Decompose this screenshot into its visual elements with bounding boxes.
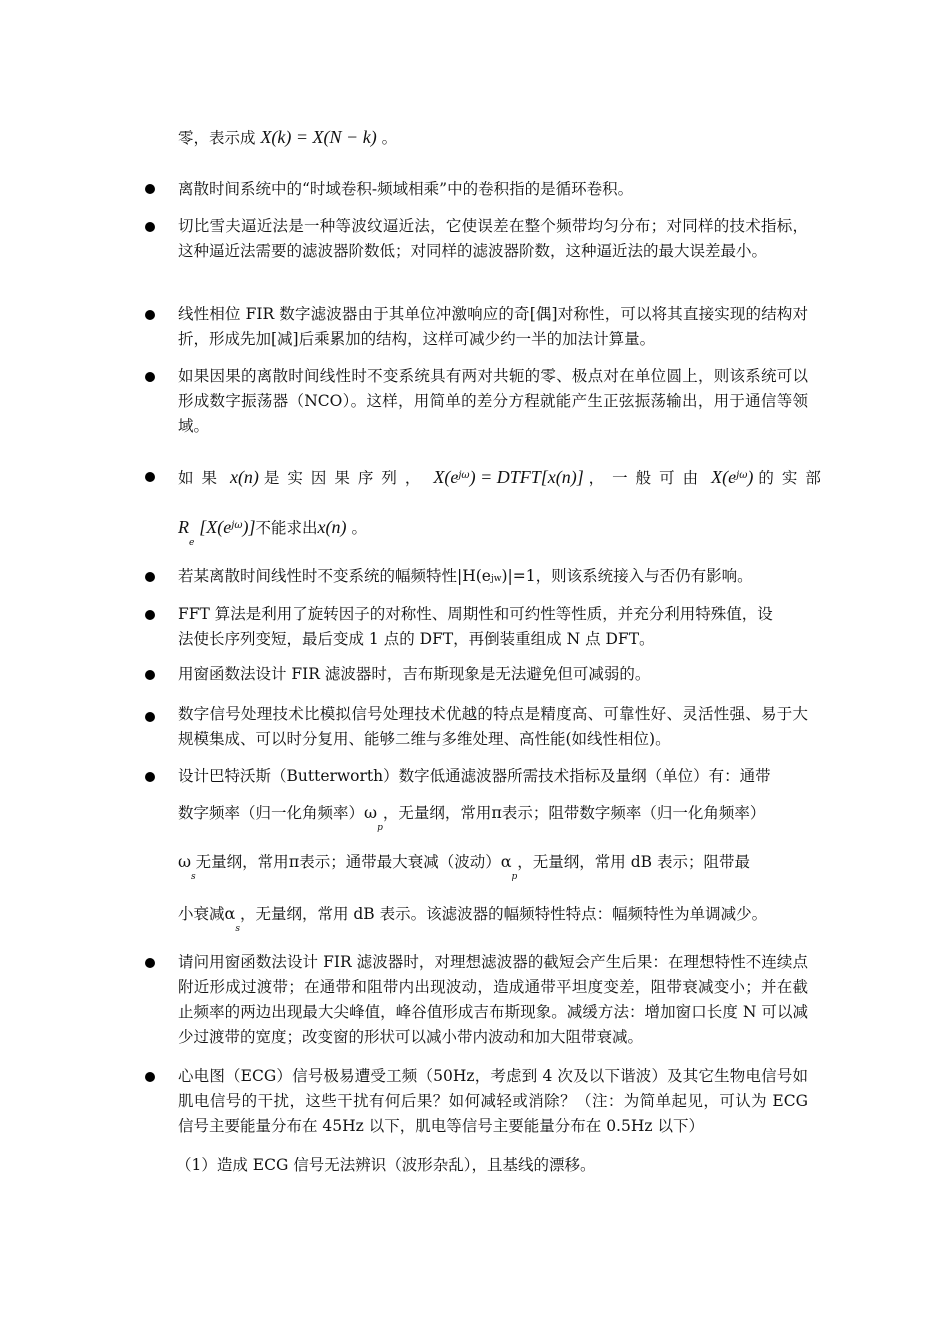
bullet-10-line-1: 设计巴特沃斯（Butterworth）数字低通滤波器所需技术指标及量纲（单位）有：通带 (178, 767, 771, 785)
bullet-3-text: 线性相位 FIR 数字滤波器由于其单位冲激响应的奇[偶]对称性，可以将其直接实现的结构对折，形成先加[减]后乘累加的结构，这样可减少约一半的加法计算量。 (178, 305, 808, 348)
b6-text: 若某离散时间线性时不变系统的幅频特性|H(e (178, 567, 491, 585)
b10-l3a: 无量纲，常用 (195, 853, 289, 871)
bullet-dot (145, 712, 155, 722)
bullet-10-line-4 (178, 901, 810, 934)
b5-re-close: )] (242, 517, 256, 537)
b5-text-4: 的实部 (758, 469, 829, 487)
b10-pi-2: π (288, 852, 300, 871)
b10-alpha-p-sub: p (511, 872, 518, 882)
bullet-dot (145, 372, 155, 382)
b5-text-5: 不能求出 (255, 519, 318, 537)
b5-text-3: ，一般可由 (588, 469, 707, 487)
b10-omega-p: ω (364, 803, 378, 822)
bullet-9-text: 数字信号处理技术比模拟信号处理技术优越的特点是精度高、可靠性好、灵活性强、易于大规模集成、可以时分复用、能够二维与多维处理、高性能(如线性相位)。 (178, 705, 808, 748)
b5-re-sup: jω (231, 520, 243, 531)
b10-s-sub: s (191, 872, 196, 882)
b5-xn2: x(n) (317, 517, 347, 537)
bullet-dot (145, 572, 155, 582)
bullet-1-text: 离散时间系统中的“时域卷积-频域相乘”中的卷积指的是循环卷积。 (178, 180, 634, 198)
bullet-4-text: 如果因果的离散时间线性时不变系统具有两对共轭的零、极点对在单位圆上，则该系统可以形成数字振荡器（NCO）。这样，用简单的差分方程就能产生正弦振荡输出，用于通信等领域。 (178, 367, 808, 435)
b5-text-2: 是实因果序列， (263, 469, 429, 487)
bullet-dot (145, 222, 155, 232)
b10-l2c: 表示；阻带数字频率（归一化角频率） (501, 804, 766, 822)
b5-xn: x(n) (229, 467, 259, 487)
b10-alpha-s: α (224, 904, 236, 923)
bullet-6-text (178, 566, 810, 589)
b10-l2a: 数字频率（归一化角频率） (178, 804, 365, 822)
b10-l2b: ，无量纲，常用 (382, 804, 492, 822)
b5-x2-close: ) (747, 467, 754, 487)
bullet-10-line-2 (178, 800, 810, 833)
b5-text-1: 如果 (178, 469, 226, 487)
bullet-10-line-3 (178, 849, 810, 882)
b10-l4a: 小衰减 (178, 905, 225, 923)
bullet-7-line-1: FFT 算法是利用了旋转因子的对称性、周期性和可约性等性质，并充分利用特殊值，设 (178, 605, 773, 623)
b5-eq-sup: jω (458, 470, 470, 481)
b5-eq-rest: ) = DTFT[x(n)] (469, 467, 584, 487)
bullet-dot (145, 610, 155, 620)
bullet-11-text: 请问用窗函数法设计 FIR 滤波器时，对理想滤波器的截短会产生后果：在理想特性不连续点附近形成过渡带；在通带和阻带内出现波动，造成通带平坦度变差，阻带衰减变小；并在截止频率的两边出现最大尖峰值，峰谷值形成吉布斯现象。减缓方法：增加窗口长度 N 可以减少过渡带的宽度；改变窗的形状可以减小带内波动和加大阻带衰减。 (178, 953, 808, 1046)
b5-re-sub: e (189, 538, 195, 548)
bullet-12-answer: （1）造成 ECG 信号无法辨识（波形杂乱），且基线的漂移。 (176, 1156, 596, 1174)
b5-re-r: R (178, 517, 189, 537)
bullet-12-text: 心电图（ECG）信号极易遭受工频（50Hz，考虑到 4 次及以下谐波）及其它生物电信号如肌电信号的干扰，这些干扰有何后果？如何减轻或消除？（注：为简单起见，可认为 ECG 信号主要能量分布在 45Hz 以下，肌电等信号主要能量分布在 0.5Hz 以下） (178, 1067, 808, 1135)
bullet-5-line-2 (178, 514, 810, 548)
b10-p-sub: p (377, 823, 383, 833)
b5-re-expr: [X(e (199, 517, 232, 537)
b10-omega-s: ω (178, 852, 192, 871)
b6-sup: jw (490, 574, 502, 584)
b10-alpha-p: α (500, 852, 512, 871)
b5-x2-sup: jω (736, 470, 748, 481)
bullet-dot (145, 184, 155, 194)
b10-l3c: ，无量纲，常用 dB 表示；阻带最 (517, 853, 750, 871)
bullet-dot (145, 472, 155, 482)
top-line-suffix: 。 (376, 129, 398, 147)
top-line-formula: X(k) = X(N − k) (260, 127, 377, 147)
bullet-dot (145, 1072, 155, 1082)
b10-alpha-s-sub: s (235, 924, 240, 934)
bullet-7-line-2: 法使长序列变短，最后变成 1 点的 DFT，再倒装重组成 N 点 DFT。 (178, 630, 655, 648)
bullet-2-text: 切比雪夫逼近法是一种等波纹逼近法，它使误差在整个频带均匀分布；对同样的技术指标，这种逼近法需要的滤波器阶数低；对同样的滤波器阶数，这种逼近法的最大误差最小。 (178, 217, 808, 260)
b5-x2: X(e (711, 467, 737, 487)
b5-text-6: 。 (346, 519, 367, 537)
bullet-dot (145, 310, 155, 320)
b6-rest: )|=1，则该系统接入与否仍有影响。 (501, 567, 753, 585)
b10-l3b: 表示；通带最大衰减（波动） (299, 853, 501, 871)
bullet-dot (145, 958, 155, 968)
b10-pi-1: π (491, 803, 502, 822)
bullet-8-text: 用窗函数法设计 FIR 滤波器时，吉布斯现象是无法避免但可减弱的。 (178, 665, 651, 683)
bullet-dot (145, 670, 155, 680)
top-line-prefix: 零，表示成 (178, 129, 261, 147)
top-line (178, 127, 810, 148)
b5-eq-x: X(e (433, 467, 459, 487)
b10-l4b: ，无量纲，常用 dB 表示。该滤波器的幅频特性特点：幅频特性为单调减少。 (239, 905, 768, 923)
bullet-dot (145, 772, 155, 782)
bullet-5-line-1 (178, 464, 829, 494)
